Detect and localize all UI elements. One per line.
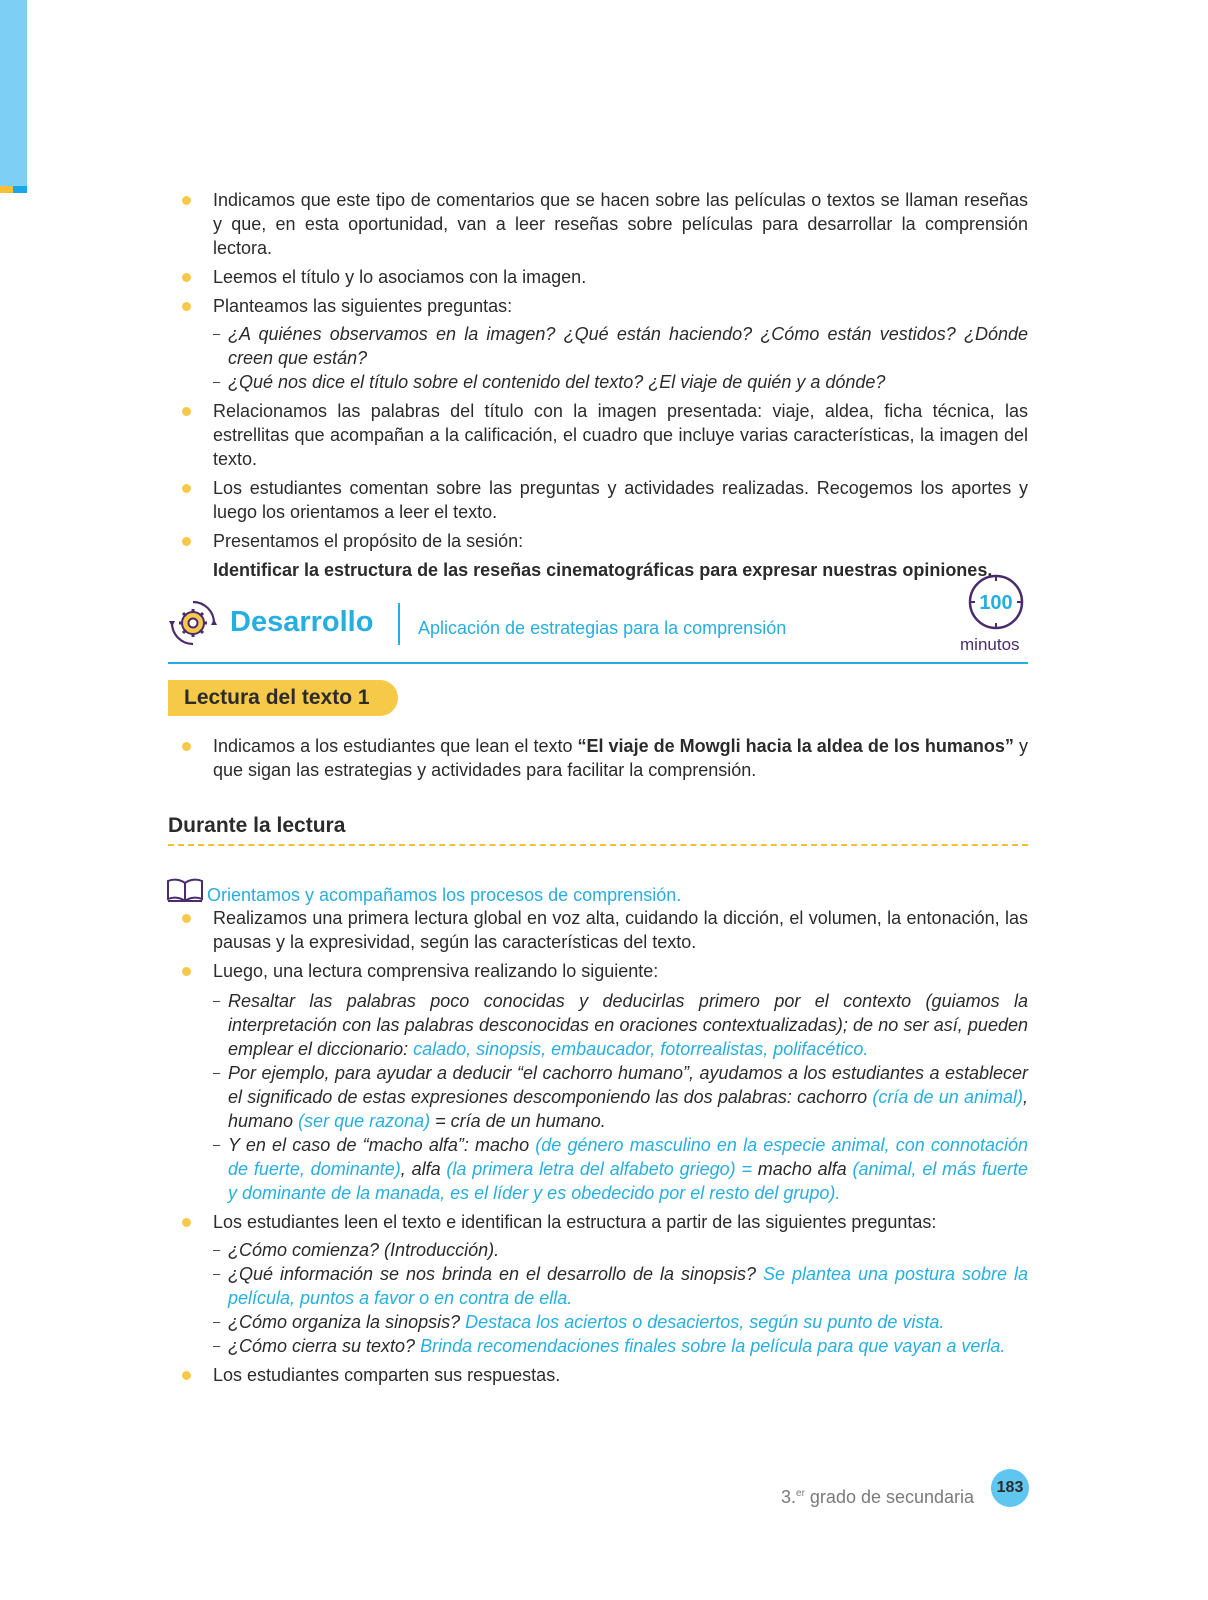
list-item: Indicamos que este tipo de comentarios que se hacen sobre las películas o textos se llaman reseñas y que, en esta oportunidad, van a leer reseñas sobre películas para desarrollar la comprensión lectora. (168, 188, 1028, 260)
answer-highlight: Se plantea una postura sobre la película, puntos a favor o en contra de ella. (228, 1264, 1029, 1308)
lectura-tag: Lectura del texto 1 (168, 680, 398, 716)
estructura-item (213, 1238, 1028, 1262)
question-text: ¿Qué información se nos brinda en el desarrollo de la sinopsis? (228, 1264, 763, 1284)
comprension-item (213, 1061, 1028, 1133)
question-text: ¿Cómo organiza la sinopsis? (228, 1312, 466, 1332)
section-subtitle: Aplicación de estrategias para la comprensión (418, 618, 787, 638)
timer-minutes: 100 (979, 592, 1013, 614)
text-segment: Por ejemplo, para ayudar a deducir “el cachorro humano”, ayudamos a los estudiantes a establecer el significado de estas expresiones descomponiendo las dos palabras: cachorro (228, 1063, 1028, 1107)
minutes-label: minutos (960, 635, 1020, 654)
estructura-item (213, 1310, 1028, 1334)
intro-section (168, 188, 1028, 582)
section-rule (168, 662, 1028, 664)
section-title: Desarrollo (230, 606, 374, 638)
list-item-text: Los estudiantes leen el texto e identifican la estructura a partir de las siguientes preguntas: (213, 1212, 937, 1232)
answer-highlight: (la primera letra del alfabeto griego) = (446, 1159, 752, 1179)
open-book-icon (166, 877, 204, 903)
comprension-item (213, 989, 1028, 1061)
list-item: Los estudiantes comentan sobre las preguntas y actividades realizadas. Recogemos los aportes y luego los orientamos a leer el texto. (168, 476, 1028, 524)
vocabulary-words: calado, sinopsis, embaucador, fotorrealistas, polifacético. (413, 1039, 869, 1059)
grade-number: 3. (781, 1487, 797, 1507)
lectura-list (168, 734, 1028, 782)
durante-list (168, 906, 1028, 1387)
answer-highlight: (de género masculino en la especie animal, con connotación de fuerte, dominante) (228, 1135, 1028, 1179)
estructura-item (213, 1334, 1028, 1358)
question-list (213, 322, 1028, 394)
list-item (168, 959, 1028, 1205)
text-segment: macho alfa (751, 1159, 853, 1179)
list-item: Relacionamos las palabras del título con la imagen presentada: viaje, aldea, ficha técnica, las estrellitas que acompañan a la calificación, el cuadro que incluye varias características, la imagen del texto. (168, 399, 1028, 471)
text-segment: Indicamos a los estudiantes que lean el texto (213, 736, 578, 756)
text-segment: y que sigan las estrategias y actividades para facilitar la comprensión. (213, 736, 1028, 780)
list-item-text: Luego, una lectura comprensiva realizando lo siguiente: (213, 961, 659, 981)
comprension-list (213, 989, 1028, 1205)
timer-icon (967, 573, 1025, 631)
subsection-title: Durante la lectura (168, 814, 346, 837)
intro-list (168, 188, 1028, 553)
grade-text: grado de secundaria (804, 1487, 975, 1507)
question-item: – ¿Qué nos dice el título sobre el contenido del texto? ¿El viaje de quién y a dónde? (213, 370, 1028, 394)
question-item: – ¿A quiénes observamos en la imagen? ¿Qué están haciendo? ¿Cómo están vestidos? ¿Dónde creen que están? (213, 322, 1028, 370)
grade-footer (781, 1482, 974, 1509)
lectura-section (168, 734, 1028, 787)
text-segment: Y en el caso de “macho alfa”: macho (228, 1135, 536, 1155)
list-item: Presentamos el propósito de la sesión: (168, 529, 1028, 553)
estructura-item (213, 1262, 1028, 1310)
text-segment: , alfa (400, 1159, 447, 1179)
estructura-list (213, 1238, 1028, 1358)
question-text: ¿Cómo comienza? (Introducción). (228, 1240, 500, 1260)
list-item (168, 294, 1028, 394)
dashed-rule (168, 844, 1028, 846)
orient-note: Orientamos y acompañamos los procesos de comprensión. (207, 885, 682, 905)
side-tab (0, 0, 27, 186)
answer-highlight: (animal, el más fuerte y dominante de la manada, es el líder y es obedecido por el resto del grupo). (228, 1159, 1028, 1203)
list-item (168, 734, 1028, 782)
question-text: ¿Cómo cierra su texto? (228, 1336, 421, 1356)
list-item: Leemos el título y lo asociamos con la imagen. (168, 265, 1028, 289)
page-number: 183 (991, 1469, 1029, 1507)
text-title-bold: “El viaje de Mowgli hacia la aldea de los humanos” (577, 736, 1014, 756)
list-item: Realizamos una primera lectura global en voz alta, cuidando la dicción, el volumen, la entonación, las pausas y la expresividad, según las características del texto. (168, 906, 1028, 954)
comprension-item (213, 1133, 1028, 1205)
answer-highlight: Destaca los aciertos o desaciertos, según su punto de vista. (465, 1312, 945, 1332)
answer-highlight: Brinda recomendaciones finales sobre la película para que vayan a verla. (420, 1336, 1006, 1356)
list-item-text: Planteamos las siguientes preguntas: (213, 296, 513, 316)
answer-highlight: (ser que razona) (298, 1111, 431, 1131)
list-item (168, 1210, 1028, 1358)
text-segment: Resaltar las palabras poco conocidas y deducirlas primero por el contexto (guiamos la interpretación con las palabras desconocidas en oraciones contextualizadas); de no ser así, pueden emplear el diccionario: (228, 991, 1028, 1059)
side-stripe-blue (13, 186, 27, 193)
divider (398, 603, 400, 645)
side-stripe-yellow (0, 186, 13, 193)
answer-highlight: (cría de un animal) (872, 1087, 1023, 1107)
text-segment: = cría de un humano. (430, 1111, 606, 1131)
list-item: Los estudiantes comparten sus respuestas. (168, 1363, 1028, 1387)
durante-section (168, 906, 1028, 1392)
gear-cycle-icon (168, 598, 218, 648)
text-segment: , humano (228, 1087, 1028, 1131)
grade-suffix: er (796, 1488, 805, 1499)
session-purpose: Identificar la estructura de las reseñas cinematográficas para expresar nuestras opiniones. (213, 560, 993, 580)
